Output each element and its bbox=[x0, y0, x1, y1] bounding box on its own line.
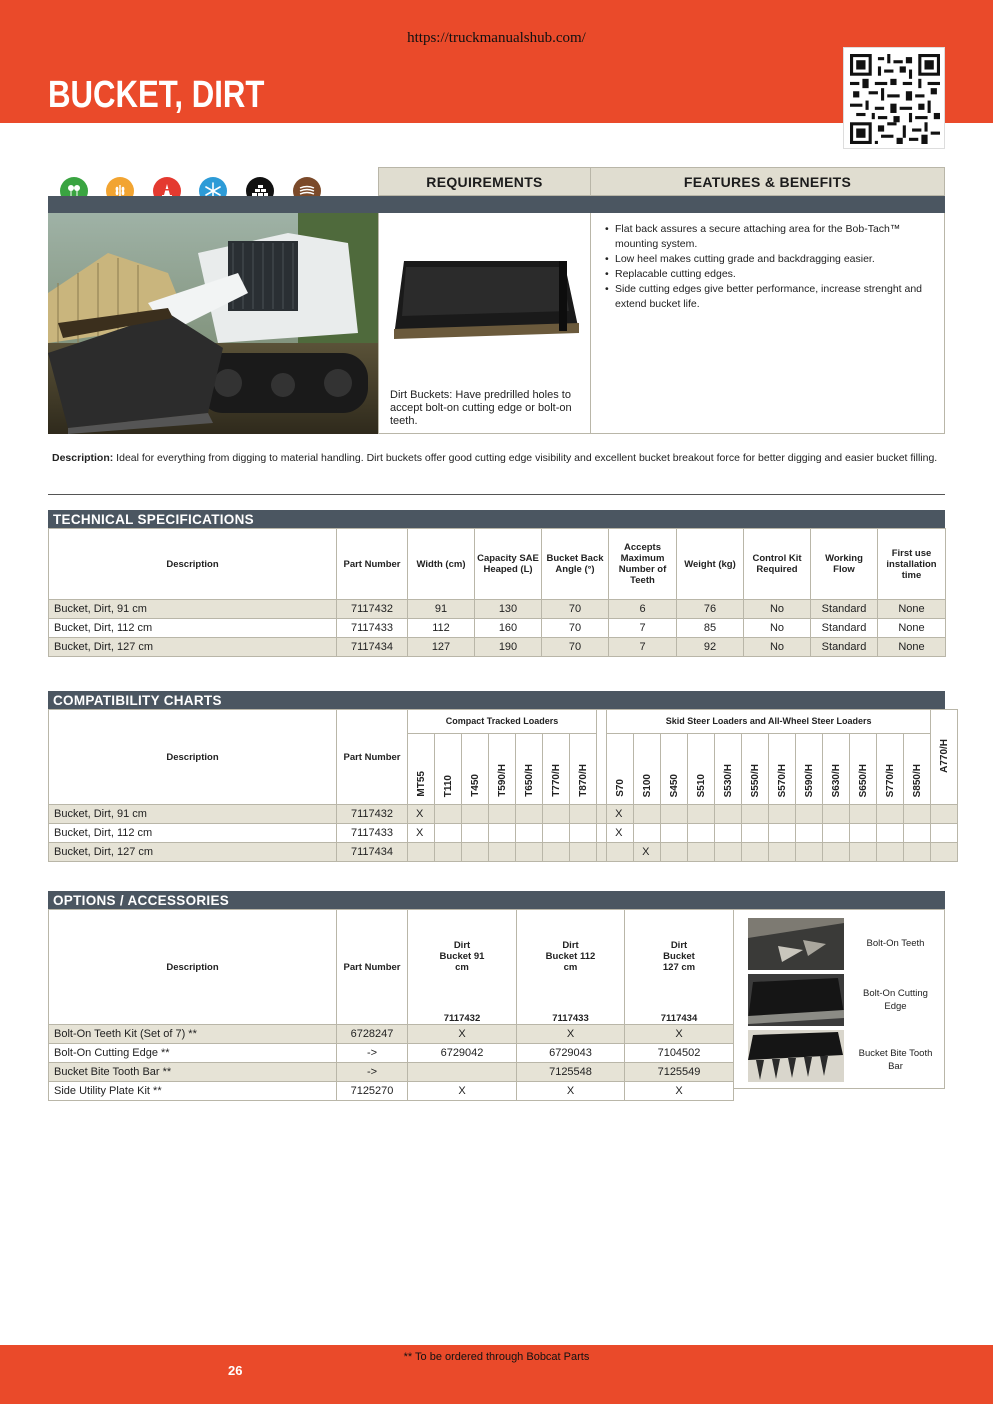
model-label: A770/H bbox=[938, 738, 950, 773]
compat-mark bbox=[904, 843, 931, 862]
cell: Bolt-On Cutting Edge ** bbox=[49, 1044, 337, 1063]
col-install-time: First use installation time bbox=[878, 529, 946, 600]
feature-item: • Replacable cutting edges. bbox=[605, 267, 935, 282]
compat-mark bbox=[877, 843, 904, 862]
compat-mark bbox=[607, 843, 634, 862]
model-label: T650/H bbox=[523, 764, 535, 797]
compat-mark bbox=[516, 824, 543, 843]
cell: 127 bbox=[408, 638, 475, 657]
cell: Bucket Bite Tooth Bar ** bbox=[49, 1063, 337, 1082]
cell: -> bbox=[337, 1044, 408, 1063]
compat-table bbox=[48, 709, 958, 862]
col-back-angle: Bucket Back Angle (°) bbox=[542, 529, 609, 600]
model-label: S570/H bbox=[776, 763, 788, 797]
model-S590H bbox=[796, 734, 823, 805]
col-description: Description bbox=[49, 710, 337, 805]
cell: Bucket, Dirt, 91 cm bbox=[49, 805, 337, 824]
compat-mark bbox=[742, 805, 769, 824]
bucket-part: 7117434 bbox=[660, 1013, 698, 1024]
footer-note: ** To be ordered through Bobcat Parts bbox=[403, 1351, 590, 1363]
compat-mark bbox=[462, 843, 489, 862]
model-label: S450 bbox=[668, 773, 680, 797]
model-label: S770/H bbox=[884, 763, 896, 797]
tech-spec-table bbox=[48, 528, 946, 657]
table-row bbox=[49, 1082, 734, 1101]
model-label: S630/H bbox=[830, 763, 842, 797]
compat-mark bbox=[570, 824, 597, 843]
bolt-on-teeth-image bbox=[748, 918, 844, 970]
cell: 70 bbox=[542, 638, 609, 657]
compat-mark bbox=[742, 843, 769, 862]
cell: No bbox=[744, 619, 811, 638]
cell: Bucket, Dirt, 112 cm bbox=[49, 824, 337, 843]
tech-spec-title: TECHNICAL SPECIFICATIONS bbox=[48, 510, 945, 529]
cell: Bucket, Dirt, 91 cm bbox=[49, 600, 337, 619]
options-table bbox=[48, 909, 734, 1101]
table-row bbox=[49, 1044, 734, 1063]
compat-mark: X bbox=[408, 824, 435, 843]
compat-mark bbox=[543, 805, 570, 824]
table-row bbox=[49, 805, 958, 824]
model-label: T110 bbox=[442, 774, 454, 797]
model-label: S100 bbox=[641, 773, 653, 797]
model-label: S550/H bbox=[749, 763, 761, 797]
tech-header-row bbox=[49, 529, 946, 600]
cell: 92 bbox=[677, 638, 744, 657]
page-title: BUCKET, DIRT bbox=[48, 74, 265, 116]
cell: 7117432 bbox=[337, 600, 408, 619]
table-row bbox=[49, 600, 946, 619]
col-bucket-127 bbox=[625, 910, 734, 1025]
compat-mark bbox=[489, 824, 516, 843]
requirements-header: REQUIREMENTS bbox=[378, 167, 591, 196]
compat-mark bbox=[435, 805, 462, 824]
model-S770H bbox=[877, 734, 904, 805]
col-capacity: Capacity SAE Heaped (L) bbox=[475, 529, 542, 600]
compat-mark bbox=[543, 843, 570, 862]
source-url[interactable]: https://truckmanualshub.com/ bbox=[407, 30, 586, 46]
compat-mark bbox=[435, 843, 462, 862]
model-label: S530/H bbox=[722, 763, 734, 797]
model-T110 bbox=[435, 734, 462, 805]
cell: 7117432 bbox=[337, 805, 408, 824]
group-spacer bbox=[597, 710, 607, 805]
cell: X bbox=[625, 1082, 734, 1101]
cell: -> bbox=[337, 1063, 408, 1082]
compat-mark bbox=[570, 805, 597, 824]
compat-mark bbox=[661, 805, 688, 824]
accessory-label: Bolt-On Teeth bbox=[866, 938, 925, 949]
cell: None bbox=[878, 638, 946, 657]
spacer-cell bbox=[597, 824, 607, 843]
model-label: S510 bbox=[695, 773, 707, 797]
table-row bbox=[49, 619, 946, 638]
cell: 85 bbox=[677, 619, 744, 638]
cell: Standard bbox=[811, 619, 878, 638]
cell: None bbox=[878, 619, 946, 638]
col-working-flow: Working Flow bbox=[811, 529, 878, 600]
cell: 6729042 bbox=[408, 1044, 517, 1063]
cell: Bucket, Dirt, 127 cm bbox=[49, 638, 337, 657]
spacer-cell bbox=[597, 805, 607, 824]
table-row bbox=[49, 843, 958, 862]
compat-mark bbox=[634, 805, 661, 824]
compat-mark bbox=[661, 824, 688, 843]
compat-mark bbox=[516, 805, 543, 824]
compat-mark: X bbox=[607, 805, 634, 824]
compat-mark bbox=[516, 843, 543, 862]
model-A770H bbox=[931, 710, 958, 805]
compat-mark bbox=[769, 824, 796, 843]
model-MT55 bbox=[408, 734, 435, 805]
compat-mark bbox=[931, 843, 958, 862]
compat-mark bbox=[850, 843, 877, 862]
compat-mark bbox=[570, 843, 597, 862]
compat-mark bbox=[715, 843, 742, 862]
accessory-label: Bolt-On Cutting Edge bbox=[863, 988, 928, 1012]
cell: 7117434 bbox=[337, 638, 408, 657]
model-label: T870/H bbox=[577, 764, 589, 797]
group-skid-steer: Skid Steer Loaders and All-Wheel Steer Loaders bbox=[607, 710, 931, 734]
col-part-number: Part Number bbox=[337, 910, 408, 1025]
cell: 76 bbox=[677, 600, 744, 619]
cell: X bbox=[517, 1082, 625, 1101]
model-label: S590/H bbox=[803, 763, 815, 797]
table-row bbox=[49, 1025, 734, 1044]
bucket-name: Dirt Bucket 91 cm bbox=[439, 940, 485, 973]
product-photo bbox=[48, 213, 378, 434]
cell: X bbox=[625, 1025, 734, 1044]
model-S530H bbox=[715, 734, 742, 805]
compat-mark bbox=[877, 824, 904, 843]
table-row bbox=[49, 1063, 734, 1082]
cell: Standard bbox=[811, 638, 878, 657]
model-S630H bbox=[823, 734, 850, 805]
cell: 70 bbox=[542, 619, 609, 638]
cell: X bbox=[408, 1082, 517, 1101]
model-label: T770/H bbox=[550, 764, 562, 797]
cell: Bucket, Dirt, 127 cm bbox=[49, 843, 337, 862]
model-S510 bbox=[688, 734, 715, 805]
model-T650H bbox=[516, 734, 543, 805]
cell: 6728247 bbox=[337, 1025, 408, 1044]
col-description: Description bbox=[49, 910, 337, 1025]
compat-mark bbox=[823, 824, 850, 843]
cell: Bucket, Dirt, 112 cm bbox=[49, 619, 337, 638]
compat-mark: X bbox=[408, 805, 435, 824]
compat-mark bbox=[688, 843, 715, 862]
cell: 7125548 bbox=[517, 1063, 625, 1082]
compat-mark bbox=[796, 843, 823, 862]
bucket-bite-tooth-bar-image bbox=[748, 1030, 844, 1082]
compat-mark bbox=[715, 824, 742, 843]
cell: 7 bbox=[609, 638, 677, 657]
bucket-part: 7117432 bbox=[443, 1013, 481, 1024]
cell: Standard bbox=[811, 600, 878, 619]
model-T770H bbox=[543, 734, 570, 805]
compat-mark bbox=[661, 843, 688, 862]
compat-mark bbox=[823, 843, 850, 862]
cell: 130 bbox=[475, 600, 542, 619]
features-list bbox=[605, 222, 935, 312]
feature-item: • Side cutting edges give better performance, increase strenght and extend bucket life. bbox=[605, 282, 935, 312]
compat-mark bbox=[931, 805, 958, 824]
compat-mark bbox=[769, 805, 796, 824]
accessory-gallery bbox=[733, 909, 945, 1089]
cell: 7117434 bbox=[337, 843, 408, 862]
bucket-name: Dirt Bucket 112 cm bbox=[545, 940, 596, 973]
model-label: T590/H bbox=[496, 764, 508, 797]
model-S70 bbox=[607, 734, 634, 805]
cell: No bbox=[744, 600, 811, 619]
compat-mark bbox=[489, 843, 516, 862]
col-part-number: Part Number bbox=[337, 529, 408, 600]
compat-mark bbox=[850, 824, 877, 843]
model-S570H bbox=[769, 734, 796, 805]
col-control-kit: Control Kit Required bbox=[744, 529, 811, 600]
col-bucket-91 bbox=[408, 910, 517, 1025]
model-label: MT55 bbox=[415, 771, 427, 797]
compat-mark bbox=[796, 805, 823, 824]
bucket-name: Dirt Bucket 127 cm bbox=[662, 940, 696, 973]
model-S650H bbox=[850, 734, 877, 805]
cell: 160 bbox=[475, 619, 542, 638]
compat-mark bbox=[931, 824, 958, 843]
table-row bbox=[49, 824, 958, 843]
cell: Side Utility Plate Kit ** bbox=[49, 1082, 337, 1101]
compat-mark bbox=[543, 824, 570, 843]
divider bbox=[48, 494, 945, 495]
bolt-on-cutting-edge-image bbox=[748, 974, 844, 1026]
cell bbox=[408, 1063, 517, 1082]
compat-mark bbox=[796, 824, 823, 843]
cell: 7125270 bbox=[337, 1082, 408, 1101]
page-number: 26 bbox=[228, 1363, 243, 1378]
cell: 7117433 bbox=[337, 824, 408, 843]
compat-mark bbox=[489, 805, 516, 824]
model-S100 bbox=[634, 734, 661, 805]
model-T870H bbox=[570, 734, 597, 805]
cell: 190 bbox=[475, 638, 542, 657]
cell: 112 bbox=[408, 619, 475, 638]
compat-mark bbox=[688, 805, 715, 824]
qr-code bbox=[843, 47, 945, 149]
compat-mark bbox=[462, 824, 489, 843]
header-band-strip bbox=[48, 196, 945, 213]
compat-mark bbox=[634, 824, 661, 843]
model-label: S850/H bbox=[911, 763, 923, 797]
cell: 6729043 bbox=[517, 1044, 625, 1063]
options-title: OPTIONS / ACCESSORIES bbox=[48, 891, 945, 910]
compat-mark bbox=[904, 805, 931, 824]
compat-group-row bbox=[49, 710, 958, 734]
cell: 7104502 bbox=[625, 1044, 734, 1063]
model-label: T450 bbox=[469, 774, 481, 797]
product-description bbox=[52, 452, 947, 465]
compat-mark bbox=[877, 805, 904, 824]
cell: 7125549 bbox=[625, 1063, 734, 1082]
cell: No bbox=[744, 638, 811, 657]
compat-mark bbox=[769, 843, 796, 862]
compat-mark bbox=[850, 805, 877, 824]
compat-mark bbox=[742, 824, 769, 843]
table-row bbox=[49, 638, 946, 657]
col-bucket-112 bbox=[517, 910, 625, 1025]
cell: X bbox=[408, 1025, 517, 1044]
cell: None bbox=[878, 600, 946, 619]
requirements-cell bbox=[378, 213, 591, 434]
requirements-text: Dirt Buckets: Have predrilled holes to accept bolt-on cutting edge or bolt-on teeth. bbox=[390, 389, 572, 427]
features-header: FEATURES & BENEFITS bbox=[590, 167, 945, 196]
model-label: S650/H bbox=[857, 763, 869, 797]
bucket-part: 7117433 bbox=[552, 1013, 589, 1024]
model-label: S70 bbox=[614, 779, 626, 797]
model-S550H bbox=[742, 734, 769, 805]
cell: X bbox=[517, 1025, 625, 1044]
cell: 91 bbox=[408, 600, 475, 619]
cell: 6 bbox=[609, 600, 677, 619]
compat-mark bbox=[904, 824, 931, 843]
col-description: Description bbox=[49, 529, 337, 600]
col-part-number: Part Number bbox=[337, 710, 408, 805]
model-S450 bbox=[661, 734, 688, 805]
cell: 7 bbox=[609, 619, 677, 638]
features-cell bbox=[590, 213, 945, 434]
compat-mark bbox=[435, 824, 462, 843]
application-icons bbox=[48, 167, 378, 196]
group-compact-tracked: Compact Tracked Loaders bbox=[408, 710, 597, 734]
description-text: Ideal for everything from digging to material handling. Dirt buckets offer good cutting edge visibility and excellent bucket breakout force for better digging and easier bucket filling. bbox=[113, 452, 938, 464]
col-max-teeth: Accepts Maximum Number of Teeth bbox=[609, 529, 677, 600]
spacer-cell bbox=[597, 843, 607, 862]
model-T450 bbox=[462, 734, 489, 805]
compat-title: COMPATIBILITY CHARTS bbox=[48, 691, 945, 710]
model-S850H bbox=[904, 734, 931, 805]
dirt-bucket-image bbox=[394, 261, 579, 341]
feature-item: • Low heel makes cutting grade and backdragging easier. bbox=[605, 252, 935, 267]
compat-mark bbox=[462, 805, 489, 824]
compat-mark bbox=[715, 805, 742, 824]
compat-mark: X bbox=[607, 824, 634, 843]
accessory-label: Bucket Bite Tooth Bar bbox=[858, 1048, 933, 1072]
cell: 70 bbox=[542, 600, 609, 619]
options-header-row bbox=[49, 910, 734, 1025]
model-T590H bbox=[489, 734, 516, 805]
compat-mark: X bbox=[634, 843, 661, 862]
col-width: Width (cm) bbox=[408, 529, 475, 600]
compat-mark bbox=[408, 843, 435, 862]
feature-item: • Flat back assures a secure attaching area for the Bob-Tach™ mounting system. bbox=[605, 222, 935, 252]
col-weight: Weight (kg) bbox=[677, 529, 744, 600]
compat-mark bbox=[688, 824, 715, 843]
description-label: Description: bbox=[52, 452, 114, 464]
cell: Bolt-On Teeth Kit (Set of 7) ** bbox=[49, 1025, 337, 1044]
compat-mark bbox=[823, 805, 850, 824]
cell: 7117433 bbox=[337, 619, 408, 638]
